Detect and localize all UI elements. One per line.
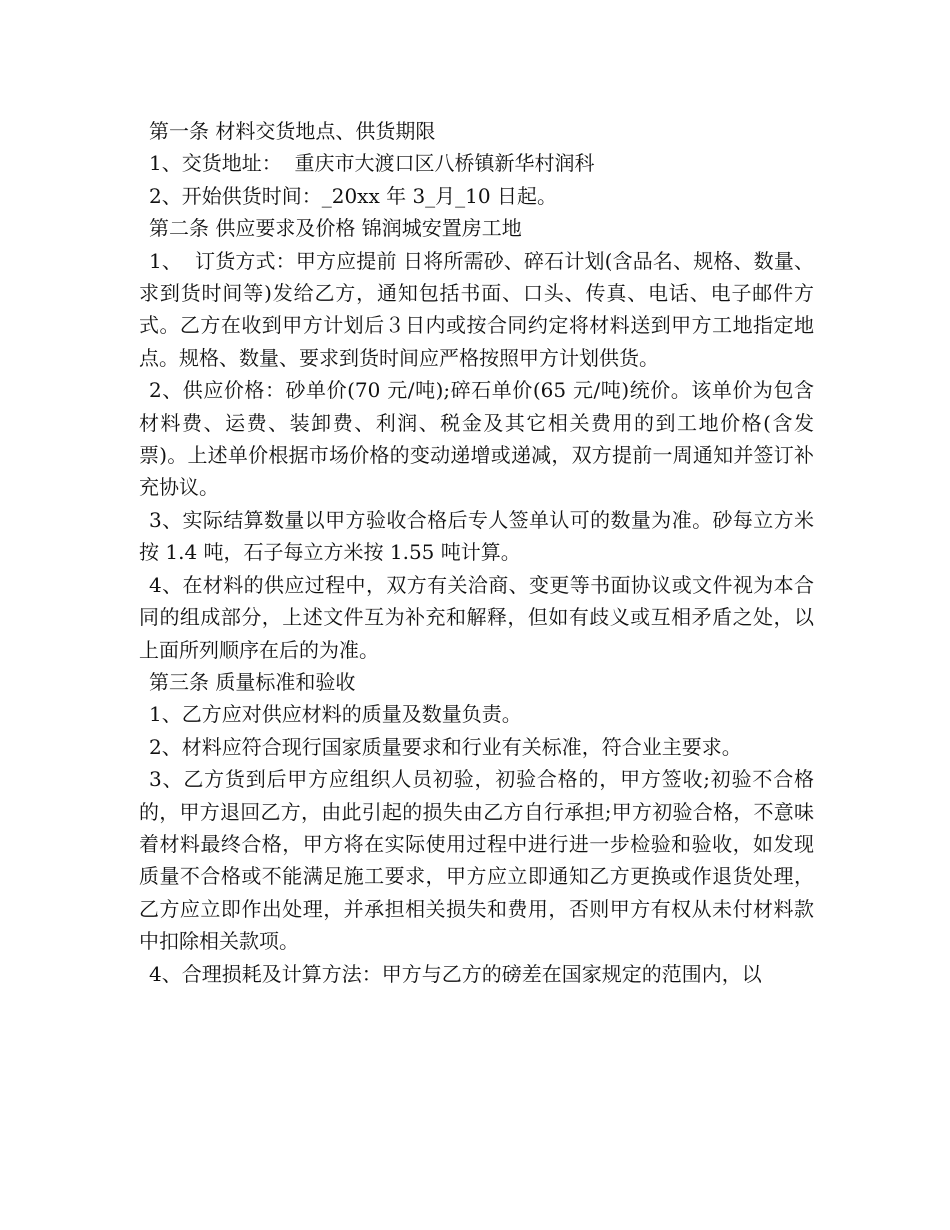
article-2-heading: 第二条 供应要求及价格 锦润城安置房工地 <box>149 216 522 241</box>
article-1-clause-2: 2、开始供货时间：_20xx 年 3_月_10 日起。 <box>149 183 557 208</box>
article-3-clause-2: 2、材料应符合现行国家质量要求和行业有关标准，符合业主要求。 <box>149 734 742 759</box>
article-2-clause-4: 4、在材料的供应过程中，双方有关洽商、变更等书面协议或文件视为本合同的组成部分，上述文件互为补充和解释，但如有歧义或互相矛盾之处，以上面所列顺序在后的为准。 <box>139 572 814 662</box>
document-body <box>139 115 814 990</box>
article-3-clause-1: 1、乙方应对供应材料的质量及数量负责。 <box>149 702 522 727</box>
article-3-clause-4: 4、合理损耗及计算方法：甲方与乙方的磅差在国家规定的范围内，以 <box>149 961 762 986</box>
article-3-heading: 第三条 质量标准和验收 <box>149 669 356 694</box>
article-1-clause-1: 1、交货地址： 重庆市大渡口区八桥镇新华村润科 <box>149 151 595 176</box>
article-1-heading: 第一条 材料交货地点、供货期限 <box>149 119 436 143</box>
article-2-clause-2: 2、供应价格：砂单价(70 元/吨);碎石单价(65 元/吨)统价。该单价为包含材料费、运费、装卸费、利润、税金及其它相关费用的到工地价格(含发票)。上述单价根据市场价格的变动递增或递减，双方提前一周通知并签订补充协议。 <box>139 378 814 500</box>
article-2-clause-3: 3、实际结算数量以甲方验收合格后专人签单认可的数量为准。砂每立方米按 1.4 吨，石子每立方米按 1.55 吨计算。 <box>139 507 814 565</box>
article-2-clause-1: 1、 订货方式：甲方应提前 日将所需砂、碎石计划(含品名、规格、数量、求到货时间等)发给乙方，通知包括书面、口头、传真、电话、电子邮件方式。乙方在收到甲方计划后３日内或按合同约定将材料送到甲方工地指定地点。规格、数量、要求到货时间应严格按照甲方计划供货。 <box>139 248 814 370</box>
article-3-clause-3: 3、乙方货到后甲方应组织人员初验，初验合格的，甲方签收;初验不合格的，甲方退回乙方，由此引起的损失由乙方自行承担;甲方初验合格，不意味着材料最终合格，甲方将在实际使用过程中进行进一步检验和验收，如发现质量不合格或不能满足施工要求，甲方应立即通知乙方更换或作退货处理，乙方应立即作出处理，并承担相关损失和费用，否则甲方有权从未付材料款中扣除相关款项。 <box>139 767 814 954</box>
